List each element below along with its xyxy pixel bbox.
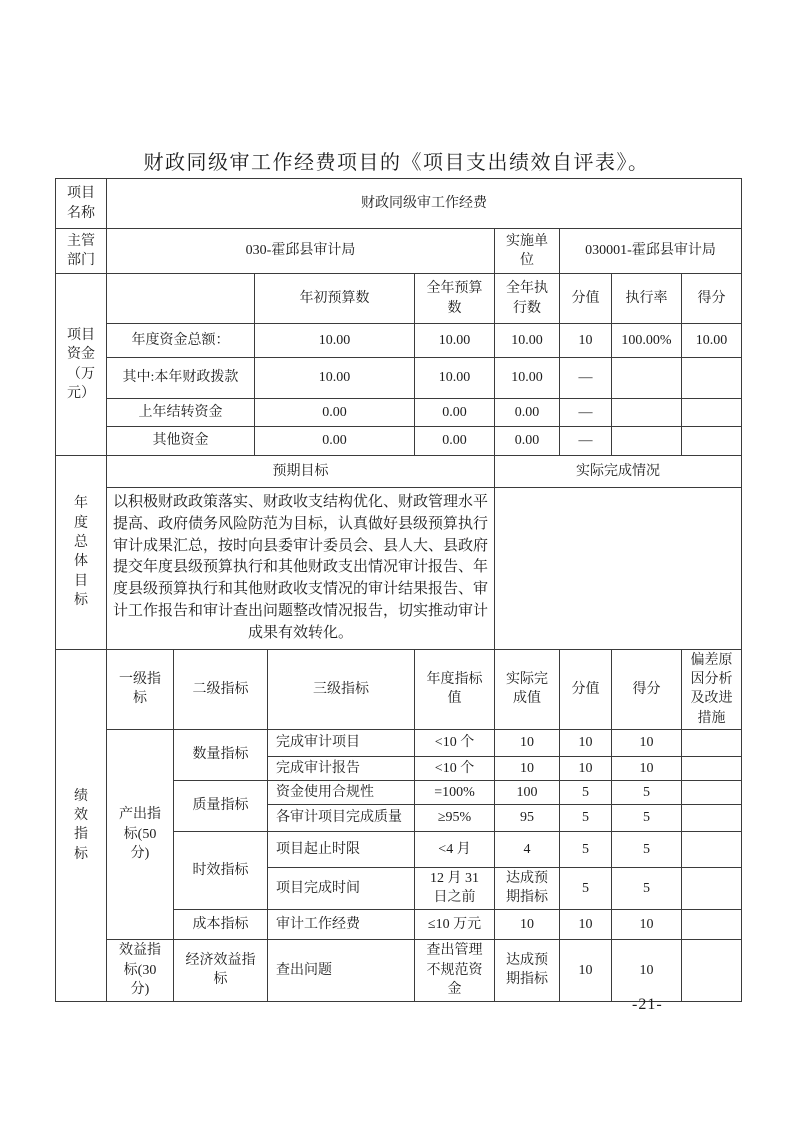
funds-row-annual: 0.00	[415, 399, 495, 427]
perf-row-l3: 各审计项目完成质量	[268, 804, 415, 831]
perf-row-score: 5	[612, 780, 682, 804]
funds-blank-header-cell	[107, 274, 255, 324]
perf-row-deviation	[682, 756, 742, 780]
perf-row-l3: 资金使用合规性	[268, 780, 415, 804]
perf-row-l3: 查出问题	[268, 939, 415, 1001]
page-title: 财政同级审工作经费项目的《项目支出绩效自评表》。	[143, 152, 650, 174]
perf-row-l3: 完成审计报告	[268, 756, 415, 780]
funds-row-weight: 10	[560, 324, 612, 358]
funds-row-executed: 10.00	[495, 358, 560, 399]
perf-level2-economic-cell: 经济效益指标	[174, 939, 268, 1001]
table-row	[56, 399, 742, 427]
performance-section	[55, 649, 742, 1002]
funds-row-score	[682, 399, 742, 427]
perf-level1-output-cell: 产出指标(50分)	[107, 729, 174, 939]
perf-section-label-cell	[56, 649, 107, 1001]
table-row	[56, 456, 742, 488]
perf-row-score: 10	[612, 756, 682, 780]
dept-value: 030-霍邱县审计局	[245, 243, 356, 259]
funds-row-weight: —	[560, 399, 612, 427]
funds-row-weight: —	[560, 427, 612, 456]
perf-section-label: 绩效指标	[74, 788, 88, 862]
funds-row-initial: 0.00	[255, 399, 415, 427]
project-name-label: 项目名称	[67, 186, 95, 221]
dept-value-cell	[107, 229, 495, 274]
funds-row-executed: 0.00	[495, 427, 560, 456]
perf-row-actual: 达成预期指标	[495, 867, 560, 909]
perf-row-target: ≥95%	[415, 804, 495, 831]
perf-row-score: 5	[612, 831, 682, 867]
page-number: -21-	[632, 996, 663, 1013]
perf-row-weight: 5	[560, 867, 612, 909]
perf-row-actual: 100	[495, 780, 560, 804]
perf-row-deviation	[682, 729, 742, 756]
table-row	[56, 179, 742, 229]
goal-section-label: 年度总体目标	[74, 496, 88, 608]
perf-row-deviation	[682, 780, 742, 804]
perf-row-actual: 10	[495, 729, 560, 756]
perf-header-weight: 分值	[560, 649, 612, 729]
perf-row-target: <4 月	[415, 831, 495, 867]
impl-value: 030001-霍邱县审计局	[585, 243, 716, 259]
funds-section	[55, 273, 742, 456]
table-row	[56, 488, 742, 650]
funds-header-rate: 执行率	[612, 274, 682, 324]
funds-row-rate: 100.00%	[612, 324, 682, 358]
table-row	[56, 729, 742, 756]
funds-row-initial: 10.00	[255, 324, 415, 358]
perf-header-l3: 三级指标	[268, 649, 415, 729]
impl-value-cell	[560, 229, 742, 274]
funds-row-rate	[612, 399, 682, 427]
perf-row-target: 查出管理不规范资金	[415, 939, 495, 1001]
perf-row-weight: 5	[560, 780, 612, 804]
perf-header-target: 年度指标值	[415, 649, 495, 729]
perf-header-score: 得分	[612, 649, 682, 729]
project-name-value: 财政同级审工作经费	[361, 195, 487, 211]
perf-row-deviation	[682, 804, 742, 831]
perf-row-deviation	[682, 939, 742, 1001]
perf-row-l3: 项目完成时间	[268, 867, 415, 909]
goal-section-label-cell	[56, 456, 107, 650]
perf-row-weight: 10	[560, 909, 612, 939]
perf-row-target: =100%	[415, 780, 495, 804]
funds-row-score: 10.00	[682, 324, 742, 358]
perf-row-target: ≤10 万元	[415, 909, 495, 939]
perf-row-weight: 5	[560, 831, 612, 867]
perf-row-weight: 10	[560, 756, 612, 780]
perf-level2-quality-cell: 质量指标	[174, 780, 268, 831]
table-row	[56, 427, 742, 456]
table-row	[56, 324, 742, 358]
funds-row-rate	[612, 358, 682, 399]
perf-row-score: 10	[612, 729, 682, 756]
funds-row-executed: 0.00	[495, 399, 560, 427]
goal-actual-text	[495, 488, 742, 650]
project-name-value-cell	[107, 179, 742, 229]
perf-row-score: 5	[612, 867, 682, 909]
funds-row-name: 年度资金总额：	[107, 324, 255, 358]
perf-row-weight: 10	[560, 729, 612, 756]
perf-level1-benefit-cell: 效益指标(30分)	[107, 939, 174, 1001]
perf-row-weight: 10	[560, 939, 612, 1001]
funds-row-annual: 10.00	[415, 324, 495, 358]
funds-row-annual: 0.00	[415, 427, 495, 456]
funds-section-label-cell	[56, 274, 107, 456]
perf-row-deviation	[682, 909, 742, 939]
table-row	[56, 358, 742, 399]
perf-row-actual: 达成预期指标	[495, 939, 560, 1001]
funds-row-name: 上年结转资金	[107, 399, 255, 427]
perf-row-l3: 项目起止时限	[268, 831, 415, 867]
perf-row-score: 10	[612, 909, 682, 939]
funds-row-initial: 10.00	[255, 358, 415, 399]
impl-label: 实施单位	[505, 233, 548, 268]
perf-row-actual: 95	[495, 804, 560, 831]
funds-row-initial: 0.00	[255, 427, 415, 456]
funds-row-executed: 10.00	[495, 324, 560, 358]
goal-expected-text: 以积极财政政策落实、财政收支结构优化、财政管理水平提高、政府债务风险防范为目标，认真做好县级预算执行审计成果汇总，按时向县委审计委员会、县人大、县政府提交年度县级预算执行和其他财政支出情况审计报告、年度县级预算执行和其他财政收支情况的审计结果报告、审计工作报告和审计查出问题整改情况报告，切实推动审计成果有效转化。	[107, 488, 495, 650]
perf-row-target: 12 月 31 日之前	[415, 867, 495, 909]
perf-level2-quantity-cell: 数量指标	[174, 729, 268, 780]
perf-row-weight: 5	[560, 804, 612, 831]
perf-header-deviation: 偏差原因分析及改进措施	[682, 649, 742, 729]
impl-label-cell	[495, 229, 560, 274]
perf-row-actual: 10	[495, 756, 560, 780]
funds-header-annual: 全年预算数	[415, 274, 495, 324]
table-row	[56, 649, 742, 729]
funds-row-score	[682, 358, 742, 399]
funds-header-initial: 年初预算数	[255, 274, 415, 324]
self-evaluation-table	[55, 178, 741, 1002]
goal-expected-header: 预期目标	[107, 456, 495, 488]
perf-row-score: 10	[612, 939, 682, 1001]
funds-row-weight: —	[560, 358, 612, 399]
perf-row-target: <10 个	[415, 729, 495, 756]
perf-row-deviation	[682, 867, 742, 909]
funds-section-label: 项目资金（万元）	[67, 327, 95, 401]
funds-row-rate	[612, 427, 682, 456]
perf-row-actual: 10	[495, 909, 560, 939]
perf-level2-cost-cell: 成本指标	[174, 909, 268, 939]
funds-row-annual: 10.00	[415, 358, 495, 399]
funds-header-executed: 全年执行数	[495, 274, 560, 324]
dept-label: 主管部门	[67, 233, 95, 268]
funds-header-score: 得分	[682, 274, 742, 324]
perf-row-score: 5	[612, 804, 682, 831]
funds-row-name: 其中:本年财政拨款	[107, 358, 255, 399]
dept-label-cell	[56, 229, 107, 274]
funds-row-name: 其他资金	[107, 427, 255, 456]
perf-row-l3: 审计工作经费	[268, 909, 415, 939]
perf-row-target: <10 个	[415, 756, 495, 780]
table-row	[56, 939, 742, 1001]
table-row	[56, 274, 742, 324]
perf-header-l2: 二级指标	[174, 649, 268, 729]
annual-goal-section	[55, 455, 742, 650]
project-name-label-cell	[56, 179, 107, 229]
project-header-section	[55, 178, 742, 274]
funds-header-weight: 分值	[560, 274, 612, 324]
table-row	[56, 229, 742, 274]
funds-row-score	[682, 427, 742, 456]
perf-row-deviation	[682, 831, 742, 867]
perf-level2-timeliness-cell: 时效指标	[174, 831, 268, 909]
perf-row-actual: 4	[495, 831, 560, 867]
perf-header-l1: 一级指标	[107, 649, 174, 729]
perf-header-actual: 实际完成值	[495, 649, 560, 729]
goal-actual-header: 实际完成情况	[495, 456, 742, 488]
perf-row-l3: 完成审计项目	[268, 729, 415, 756]
